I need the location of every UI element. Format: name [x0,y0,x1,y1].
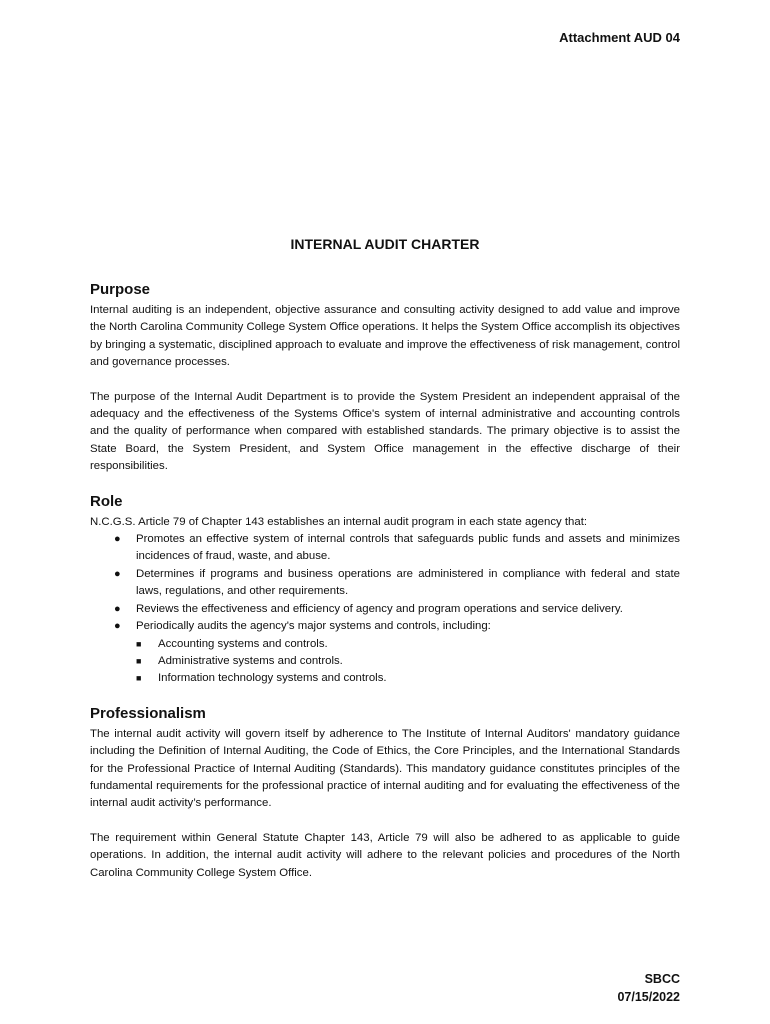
square-bullet-icon: ■ [136,655,142,666]
role-bullet-list [90,531,680,688]
role-sub-bullet-list [136,636,680,688]
list-item [136,636,680,653]
list-item [90,618,680,688]
role-heading: Role [90,492,123,510]
role-bullet-text: Determines if programs and business operations are administered in compliance with federal and state laws, regulations, and other requirements. [136,567,680,598]
page-footer [617,970,680,1006]
purpose-heading: Purpose [90,281,151,298]
list-item [136,653,680,670]
square-bullet-icon: ■ [136,673,142,684]
bullet-icon: ● [114,620,121,633]
list-item [136,670,680,687]
list-item [90,601,680,618]
list-item [90,531,680,566]
professionalism-heading: Professionalism [90,704,206,722]
footer-org: SBCC [644,972,680,986]
purpose-paragraph-2: The purpose of the Internal Audit Department is to provide the System President an independent appraisal of the adequacy and the effectiveness of the Systems Office's system of internal administrative and accounting controls and the quality of performance when compared with established standards. The primary objective is to assist the State Board, the System President, and System Office management in the effective discharge of their responsibilities. [90,390,680,473]
role-sub-bullet-text: Administrative systems and controls. [158,654,343,667]
role-section [90,492,680,688]
list-item [90,566,680,601]
bullet-icon: ● [114,533,121,546]
bullet-icon: ● [114,567,121,580]
role-sub-bullet-text: Information technology systems and controls. [158,672,387,685]
professionalism-paragraph-2: The requirement within General Statute Chapter 143, Article 79 will also be adhered to as applicable to guide operations. In addition, the internal audit activity will adhere to the relevant policies and procedures of the North Carolina Community College System Office. [90,831,680,879]
professionalism-section [90,704,680,882]
role-bullet-text: Promotes an effective system of internal controls that safeguards public funds and assets and minimizes incidences of fraud, waste, and abuse. [136,533,680,563]
purpose-paragraph-1: Internal auditing is an independent, objective assurance and consulting activity designed to add value and improve the North Carolina Community College System Office operations. It helps the System Office accomplish its objectives by bringing a systematic, disciplined approach to evaluate and improve the effectiveness of risk management, control and governance processes. [90,304,680,369]
footer-date: 07/15/2022 [617,990,680,1004]
attachment-label: Attachment AUD 04 [559,30,680,45]
purpose-section [90,280,680,476]
role-bullet-text: Periodically audits the agency's major systems and controls, including: [136,620,491,633]
role-bullet-text: Reviews the effectiveness and efficiency of agency and program operations and service delivery. [136,602,623,615]
professionalism-paragraph-1: The internal audit activity will govern itself by adherence to The Institute of Internal Auditors' mandatory guidance including the Definition of Internal Auditing, the Code of Ethics, the Core Principles, and the International Standards for the Professional Practice of Internal Auditing (Standards). This mandatory guidance constitutes principles of the fundamental requirements for the professional practice of internal auditing and for evaluating the effectiveness of the internal audit activity’s performance. [90,727,680,810]
document-title: INTERNAL AUDIT CHARTER [290,236,480,252]
square-bullet-icon: ■ [136,638,142,649]
bullet-icon: ● [114,602,121,615]
document-body [90,280,680,898]
role-sub-bullet-text: Accounting systems and controls. [158,637,328,650]
role-intro: N.C.G.S. Article 79 of Chapter 143 establishes an internal audit program in each state agency that: [90,515,588,528]
